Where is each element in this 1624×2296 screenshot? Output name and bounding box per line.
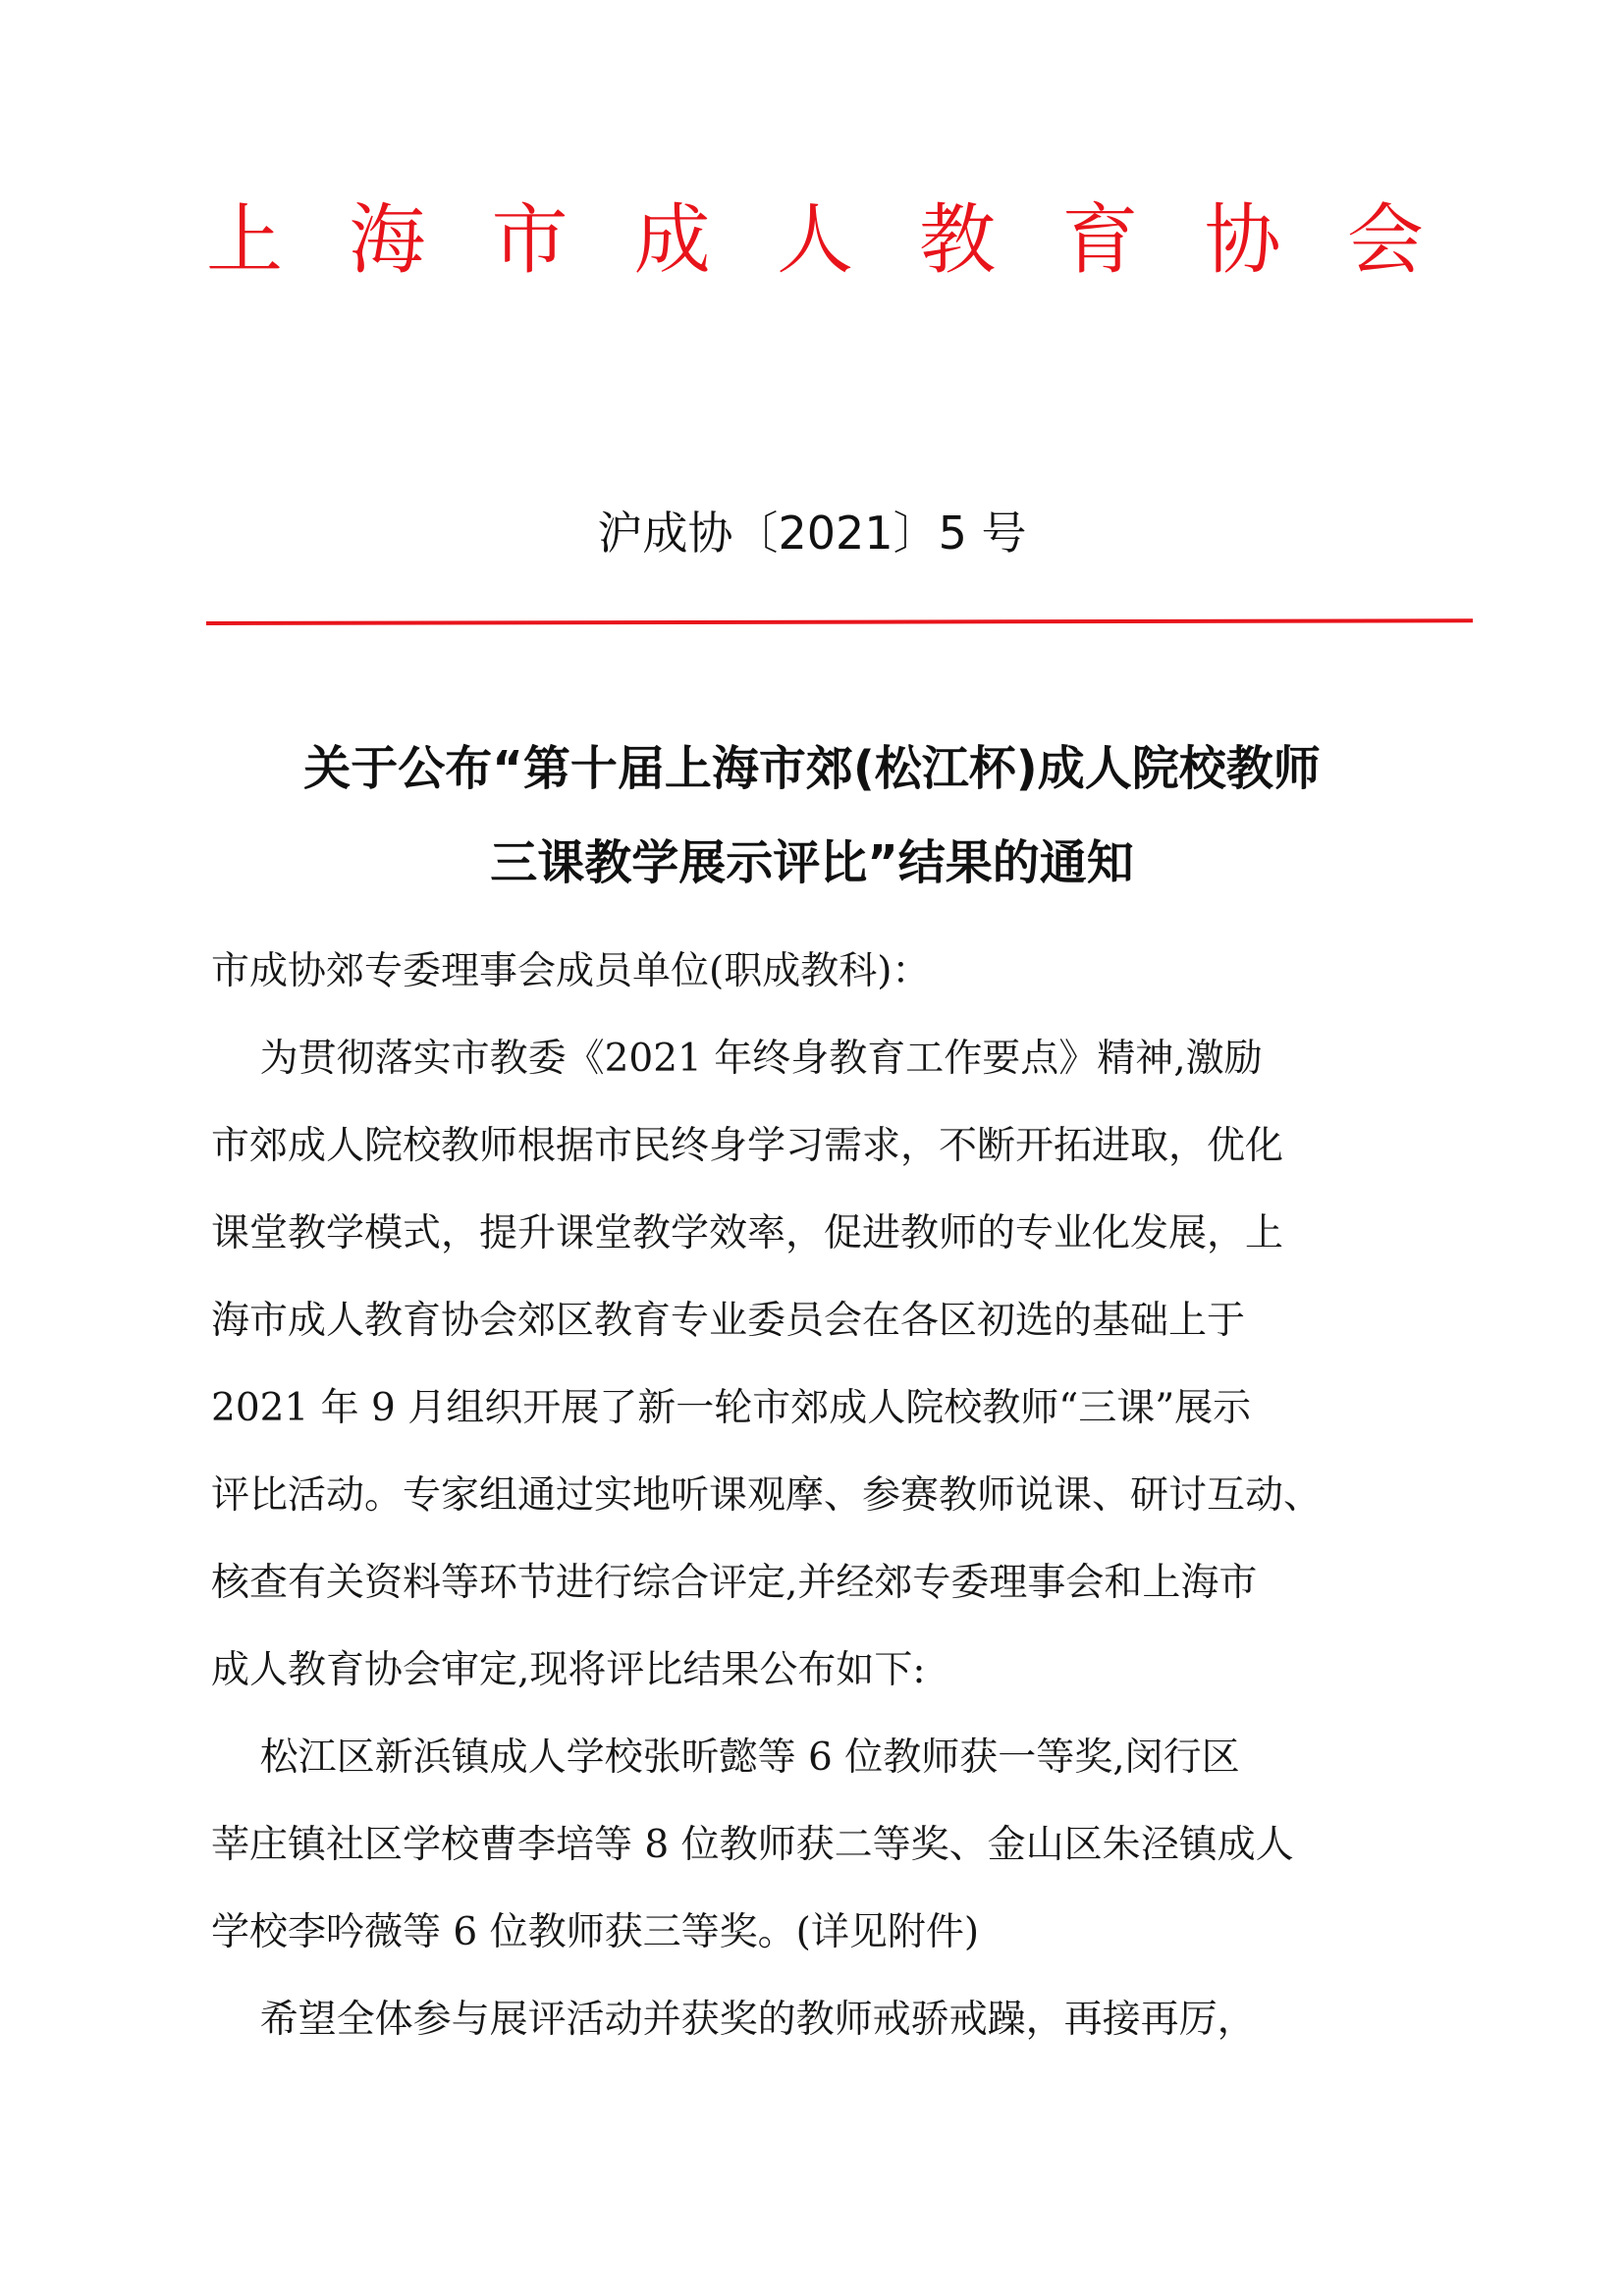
organization-char: 成 <box>633 196 711 285</box>
paragraph-line: 为贯彻落实市教委《2021 年终身教育工作要点》精神,激励 <box>211 1037 1263 1081</box>
paragraph-line: 海市成人教育协会郊区教育专业委员会在各区初选的基础上于 <box>211 1299 1246 1343</box>
notice-title-line: 三课教学展示评比”结果的通知 <box>490 835 1134 890</box>
paragraph-line: 核查有关资料等环节进行综合评定,并经郊专委理事会和上海市 <box>211 1561 1258 1605</box>
organization-char: 会 <box>1346 196 1424 285</box>
organization-header <box>206 187 1424 294</box>
paragraph-line: 评比活动。专家组通过实地听课观摩、参赛教师说课、研讨互动、 <box>211 1473 1323 1518</box>
notice-title-line: 关于公布“第十届上海市郊(松江杯)成人院校教师 <box>303 741 1321 796</box>
organization-char: 协 <box>1204 196 1281 285</box>
notice-title <box>0 721 1624 910</box>
recipient-line: 市成协郊专委理事会成员单位(职成教科)： <box>211 949 931 993</box>
organization-char: 教 <box>919 196 997 285</box>
paragraph-line: 松江区新浜镇成人学校张昕懿等 6 位教师获一等奖,闵行区 <box>211 1735 1240 1780</box>
organization-char: 人 <box>776 196 853 285</box>
organization-char: 上 <box>206 196 284 285</box>
paragraph-line: 希望全体参与展评活动并获奖的教师戒骄戒躁，再接再厉， <box>211 1998 1256 2042</box>
document-number: 沪成协〔2021〕5 号 <box>597 507 1027 560</box>
paragraph-line: 课堂教学模式，提升课堂教学效率，促进教师的专业化发展，上 <box>211 1211 1284 1255</box>
paragraph-line: 市郊成人院校教师根据市民终身学习需求，不断开拓进取，优化 <box>211 1124 1284 1168</box>
organization-char: 市 <box>491 196 568 285</box>
organization-char: 育 <box>1061 196 1139 285</box>
paragraph-line: 成人教育协会审定,现将评比结果公布如下: <box>211 1648 926 1692</box>
header-divider <box>206 618 1473 625</box>
paragraph-line: 莘庄镇社区学校曹李培等 8 位教师获二等奖、金山区朱泾镇成人 <box>211 1823 1294 1867</box>
organization-char: 海 <box>349 196 426 285</box>
paragraph-line: 2021 年 9 月组织开展了新一轮市郊成人院校教师“三课”展示 <box>211 1386 1252 1430</box>
paragraph-line: 学校李吟薇等 6 位教师获三等奖。(详见附件) <box>211 1910 980 1954</box>
